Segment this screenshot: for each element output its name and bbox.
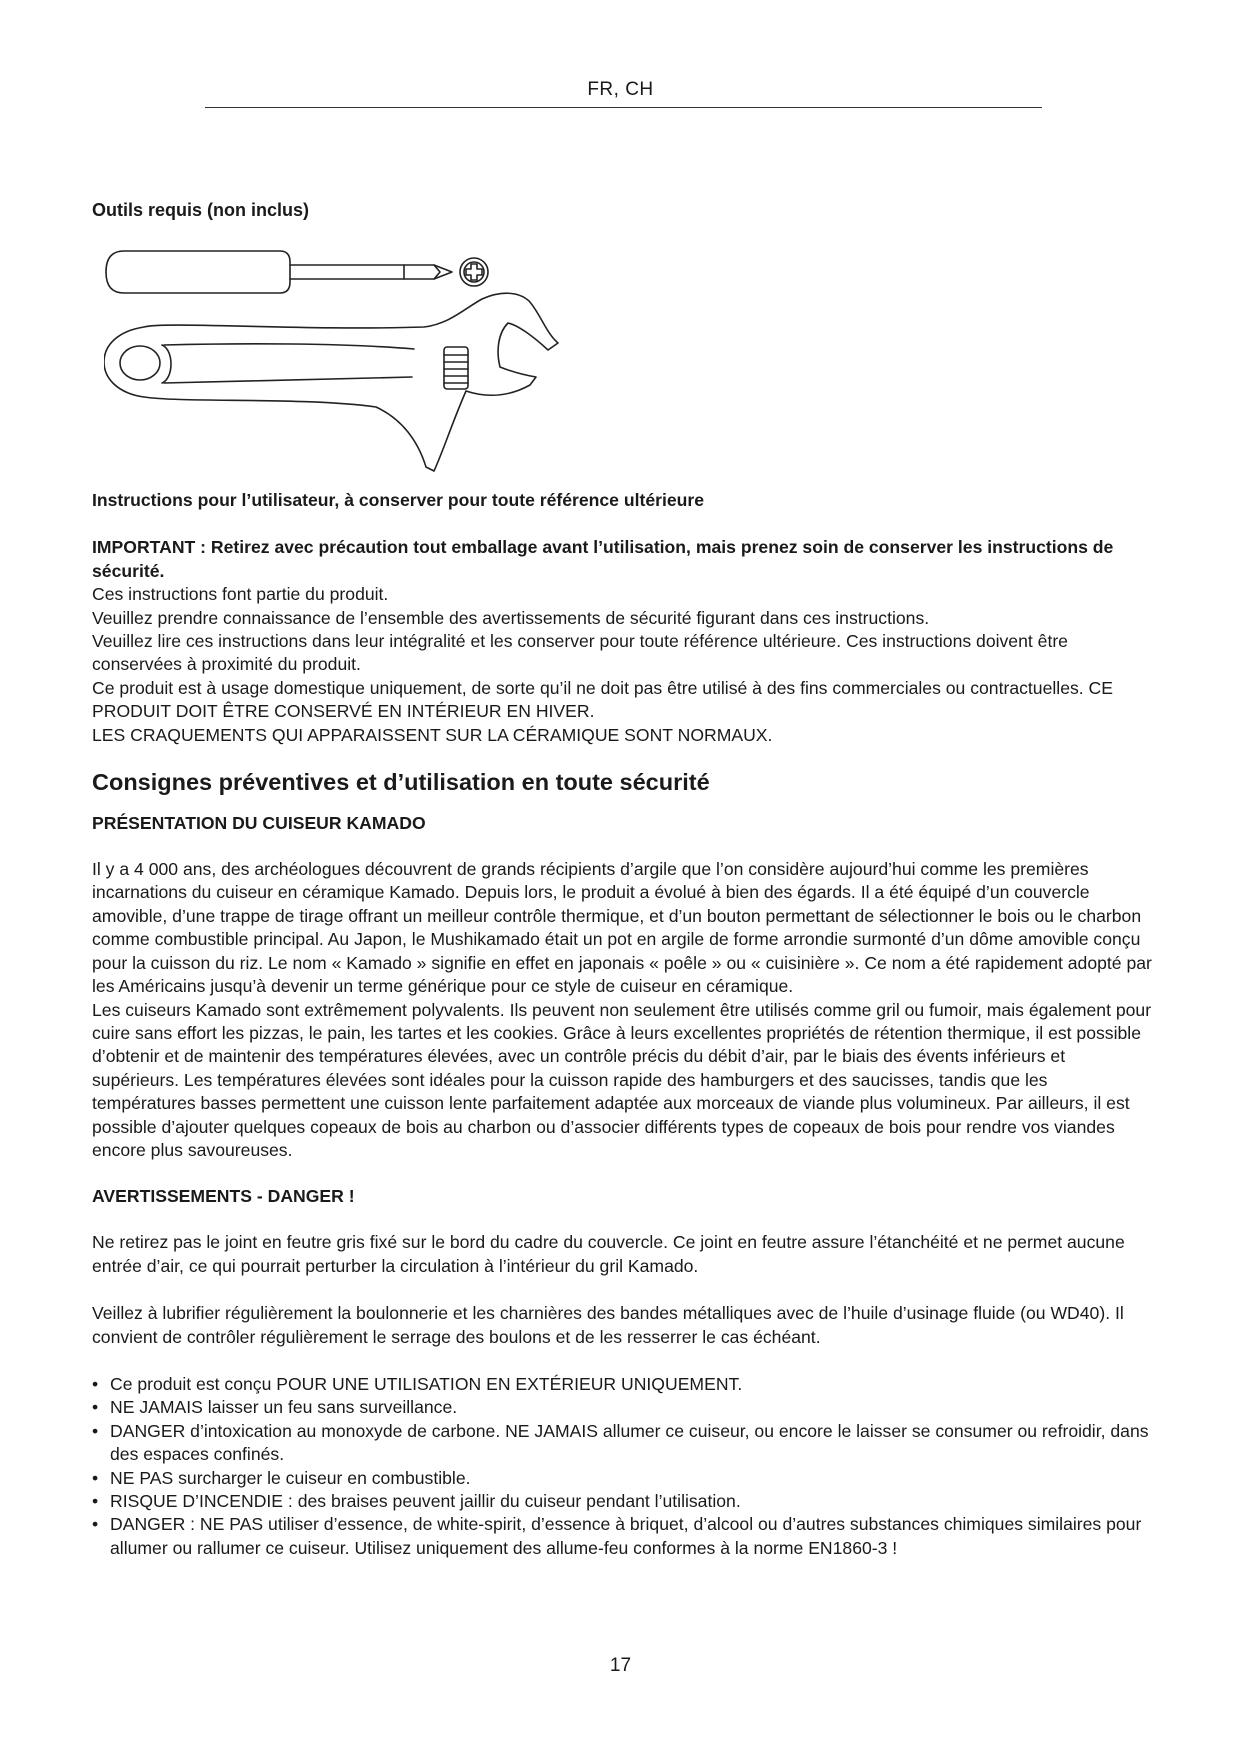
instructions-heading: Instructions pour l’utilisateur, à conserver pour toute référence ultérieure: [92, 490, 705, 510]
warning-bullet-item: • RISQUE D’INCENDIE : des braises peuvent jaillir du cuiseur pendant l’utilisation.: [92, 1490, 1152, 1513]
warning-bullet-item: • Ce produit est conçu POUR UNE UTILISATION EN EXTÉRIEUR UNIQUEMENT.: [92, 1373, 1152, 1396]
intro-line: Veuillez lire ces instructions dans leur intégralité et les conserver pour toute référence ultérieure. Ces instructions doivent être conservées à proximité du produit.: [92, 631, 1068, 675]
tools-heading: Outils requis (non inclus): [92, 200, 310, 220]
intro-line: Ce produit est à usage domestique uniquement, de sorte qu’il ne doit pas être utilisé à des fins commerciales ou contractuelles. CE PRODUIT DOIT ÊTRE CONSERVÉ EN INTÉRIEUR EN HIVER.: [92, 677, 1113, 722]
presentation-paragraph: Il y a 4 000 ans, des archéologues découvrent de grands récipients d’argile que l’on considère aujourd’hui comme les premières incarnations du cuiseur en céramique Kamado. Depuis lors, le produit a évolué à bien des égards. Il a été équipé d’un couvercle amovible, d’une trappe de tirage offrant un meilleur contrôle thermique, et d’un bouton permettant de sélectionner le bois ou le charbon comme combustible principal. Au Japon, le Mushikamado était un pot en argile de forme arrondie surmonté d’un dôme amovible conçu pour la cuisson du riz. Le nom « Kamado » signifie en effet en japonais « poêle » ou « cuisinière ». Ce nom a été rapidement adopté par les Américains jusqu’à devenir un terme générique pour ce style de cuiseur en céramique.: [92, 859, 1152, 997]
warning-bullet-item: • DANGER d’intoxication au monoxyde de carbone. NE JAMAIS allumer ce cuiseur, ou encore le laisser se consumer ou refroidir, dans des espaces confinés.: [92, 1420, 1152, 1467]
important-notice: IMPORTANT : Retirez avec précaution tout emballage avant l’utilisation, mais prenez soin de conserver les instructions de sécurité.: [92, 537, 1114, 581]
warning-bullet-list: [92, 1373, 1152, 1560]
presentation-heading: PRÉSENTATION DU CUISEUR KAMADO: [92, 813, 426, 834]
intro-line: LES CRAQUEMENTS QUI APPARAISSENT SUR LA CÉRAMIQUE SONT NORMAUX.: [92, 724, 773, 745]
warning-paragraph: Ne retirez pas le joint en feutre gris fixé sur le bord du cadre du couvercle. Ce joint en feutre assure l’étanchéité et ne permet aucune entrée d’air, ce qui pourrait perturber la circulation à l’intérieur du gril Kamado.: [92, 1232, 1125, 1276]
phillips-screw-head-icon: [460, 258, 488, 286]
warning-bullet-item: • NE PAS surcharger le cuiseur en combustible.: [92, 1467, 1152, 1490]
warnings-heading: AVERTISSEMENTS - DANGER !: [92, 1186, 355, 1207]
warning-bullet-item: • NE JAMAIS laisser un feu sans surveillance.: [92, 1396, 1152, 1419]
page-number: 17: [609, 1655, 632, 1676]
page-content: [92, 200, 1152, 1560]
intro-line: Ces instructions font partie du produit.: [92, 584, 389, 605]
warning-bullet-item: • DANGER : NE PAS utiliser d’essence, de white-spirit, d’essence à briquet, d’alcool ou d’autres substances chimiques similaires pour allumer ou rallumer ce cuiseur. Utilisez uniquement des allume-feu conformes à la norme EN1860-3 !: [92, 1513, 1152, 1560]
adjustable-wrench-icon: [104, 293, 558, 471]
header-divider: [205, 107, 1042, 108]
section-title: Consignes préventives et d’utilisation en toute sécurité: [92, 769, 710, 796]
presentation-paragraph: Les cuiseurs Kamado sont extrêmement polyvalents. Ils peuvent non seulement être utilisés comme gril ou fumoir, mais également pour cuire sans effort les pizzas, le pain, les tartes et les cookies. Grâce à leurs excellentes propriétés de rétention thermique, il est possible d’obtenir et de maintenir des températures élevées, avec un contrôle précis du débit d’air, par le biais des évents inférieurs et supérieurs. Les températures élevées sont idéales pour la cuisson rapide des hamburgers et des saucisses, tandis que les températures basses permettent une cuisson lente parfaitement adaptée aux morceaux de viande plus volumineux. Par ailleurs, il est possible d’ajouter quelques copeaux de bois au charbon ou d’associer différents types de copeaux de bois pour rendre vos viandes encore plus savoureuses.: [92, 999, 1152, 1160]
tools-illustration: [92, 227, 1152, 489]
intro-line: Veuillez prendre connaissance de l’ensemble des avertissements de sécurité figurant dans ces instructions.: [92, 607, 930, 628]
warning-paragraph: Veillez à lubrifier régulièrement la boulonnerie et les charnières des bandes métalliques avec de l’huile d’usinage fluide (ou WD40). Il convient de contrôler régulièrement le serrage des boulons et de les resserrer le cas échéant.: [92, 1303, 1124, 1347]
page-header-label: FR, CH: [587, 79, 654, 100]
screwdriver-icon: [106, 251, 452, 293]
